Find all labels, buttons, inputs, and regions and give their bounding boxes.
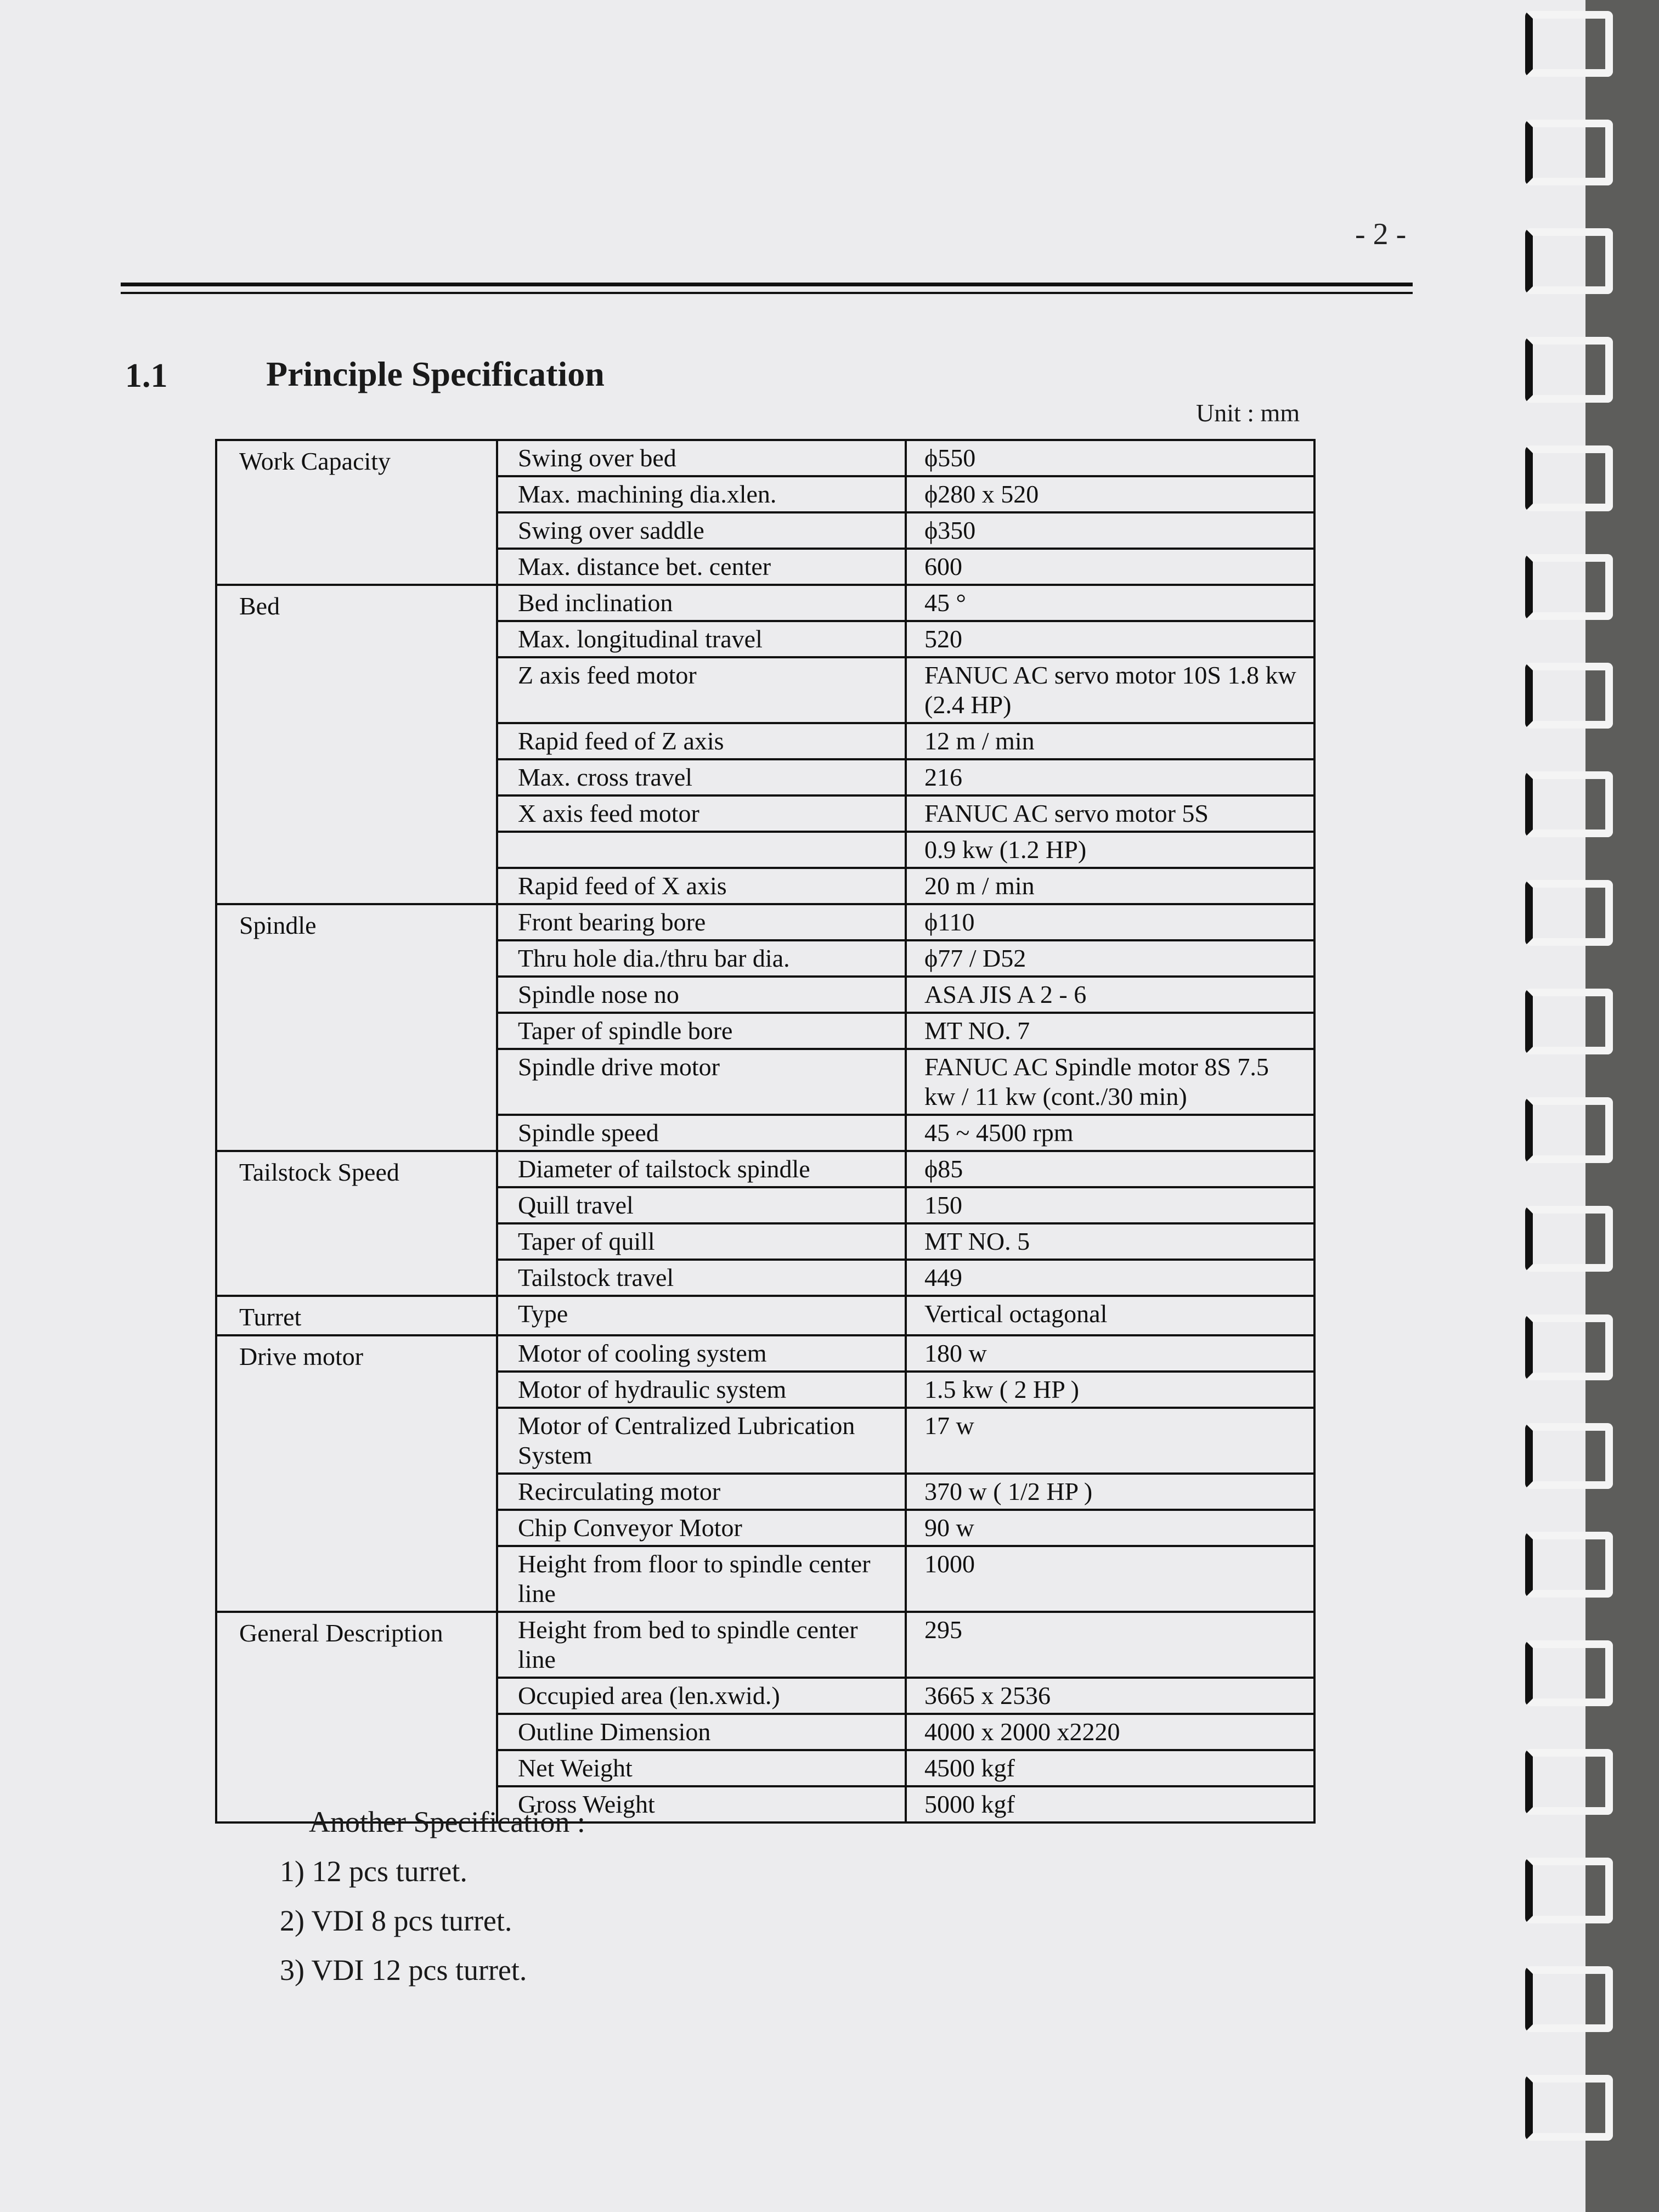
param-cell: Max. machining dia.xlen. xyxy=(497,476,906,512)
binding-ring xyxy=(1525,337,1613,403)
param-cell: Motor of cooling system xyxy=(497,1335,906,1372)
binding-ring xyxy=(1525,445,1613,511)
param-cell: Spindle nose no xyxy=(497,977,906,1013)
value-cell: 180 w xyxy=(906,1335,1314,1372)
param-cell: Occupied area (len.xwid.) xyxy=(497,1678,906,1714)
binding-ring xyxy=(1525,11,1613,77)
param-cell: Taper of spindle bore xyxy=(497,1013,906,1049)
binding-ring xyxy=(1525,1858,1613,1923)
param-cell: Motor of hydraulic system xyxy=(497,1372,906,1408)
value-cell: 1.5 kw ( 2 HP ) xyxy=(906,1372,1314,1408)
param-cell: Max. distance bet. center xyxy=(497,549,906,585)
section-title: Principle Specification xyxy=(266,354,605,393)
param-cell: Height from bed to spindle center line xyxy=(497,1612,906,1678)
param-cell: Bed inclination xyxy=(497,585,906,621)
param-cell: Quill travel xyxy=(497,1187,906,1223)
param-cell: X axis feed motor xyxy=(497,795,906,832)
param-cell: Z axis feed motor xyxy=(497,657,906,723)
group-label: Tailstock Speed xyxy=(216,1151,497,1296)
value-cell: ϕ550 xyxy=(906,440,1314,476)
table-row xyxy=(216,904,1314,940)
value-cell: 150 xyxy=(906,1187,1314,1223)
param-cell: Taper of quill xyxy=(497,1223,906,1260)
table-row xyxy=(216,1335,1314,1372)
param-cell: Max. cross travel xyxy=(497,759,906,795)
binding-ring xyxy=(1525,554,1613,620)
value-cell: FANUC AC servo motor 5S xyxy=(906,795,1314,832)
param-cell: Gross Weight xyxy=(497,1786,906,1822)
value-cell: FANUC AC Spindle motor 8S 7.5 kw / 11 kw (cont./30 min) xyxy=(906,1049,1314,1115)
list-item: 3) VDI 12 pcs turret. xyxy=(280,1954,527,1987)
value-cell: 520 xyxy=(906,621,1314,657)
value-cell: 449 xyxy=(906,1260,1314,1296)
param-cell: Chip Conveyor Motor xyxy=(497,1510,906,1546)
value-cell: 600 xyxy=(906,549,1314,585)
param-cell: Type xyxy=(497,1296,906,1335)
group-label: Turret xyxy=(216,1296,497,1335)
value-cell: 0.9 kw (1.2 HP) xyxy=(906,832,1314,868)
param-cell: Net Weight xyxy=(497,1750,906,1786)
page-number: - 2 - xyxy=(1355,217,1407,251)
binding-ring xyxy=(1525,120,1613,185)
value-cell: 45 ~ 4500 rpm xyxy=(906,1115,1314,1151)
value-cell: 20 m / min xyxy=(906,868,1314,904)
value-cell: 370 w ( 1/2 HP ) xyxy=(906,1474,1314,1510)
value-cell: ϕ110 xyxy=(906,904,1314,940)
param-cell: Swing over saddle xyxy=(497,512,906,549)
section-number: 1.1 xyxy=(125,357,168,394)
table-row xyxy=(216,585,1314,621)
binding-ring xyxy=(1525,1206,1613,1272)
value-cell: 4000 x 2000 x2220 xyxy=(906,1714,1314,1750)
param-cell: Rapid feed of Z axis xyxy=(497,723,906,759)
binding-ring xyxy=(1525,880,1613,946)
value-cell: FANUC AC servo motor 10S 1.8 kw (2.4 HP) xyxy=(906,657,1314,723)
another-spec-list xyxy=(280,1854,527,2002)
binding-ring xyxy=(1525,1097,1613,1163)
value-cell: 216 xyxy=(906,759,1314,795)
value-cell: 17 w xyxy=(906,1408,1314,1474)
unit-label: Unit : mm xyxy=(1196,399,1300,427)
value-cell: ϕ85 xyxy=(906,1151,1314,1187)
binding-ring xyxy=(1525,1749,1613,1815)
another-spec-title: Another Specification : xyxy=(309,1805,585,1838)
param-cell: Max. longitudinal travel xyxy=(497,621,906,657)
value-cell: MT NO. 7 xyxy=(906,1013,1314,1049)
param-cell: Recirculating motor xyxy=(497,1474,906,1510)
spiral-binding xyxy=(1514,0,1659,2212)
group-label: General Description xyxy=(216,1612,497,1822)
table-row xyxy=(216,440,1314,476)
value-cell: ϕ77 / D52 xyxy=(906,940,1314,977)
group-label: Drive motor xyxy=(216,1335,497,1612)
table-row xyxy=(216,1612,1314,1678)
binding-ring xyxy=(1525,1640,1613,1706)
binding-ring xyxy=(1525,1314,1613,1380)
param-cell: Diameter of tailstock spindle xyxy=(497,1151,906,1187)
group-label: Spindle xyxy=(216,904,497,1151)
value-cell: ϕ280 x 520 xyxy=(906,476,1314,512)
value-cell: ASA JIS A 2 - 6 xyxy=(906,977,1314,1013)
group-label: Work Capacity xyxy=(216,440,497,585)
value-cell: 3665 x 2536 xyxy=(906,1678,1314,1714)
param-cell xyxy=(497,832,906,868)
header-rule-thin xyxy=(121,292,1413,294)
spec-table-body xyxy=(216,440,1314,1822)
value-cell: 1000 xyxy=(906,1546,1314,1612)
spec-table xyxy=(215,439,1316,1824)
param-cell: Motor of Centralized Lubrication System xyxy=(497,1408,906,1474)
group-label: Bed xyxy=(216,585,497,904)
value-cell: Vertical octagonal xyxy=(906,1296,1314,1335)
binding-ring xyxy=(1525,2075,1613,2141)
param-cell: Tailstock travel xyxy=(497,1260,906,1296)
param-cell: Spindle drive motor xyxy=(497,1049,906,1115)
param-cell: Thru hole dia./thru bar dia. xyxy=(497,940,906,977)
binding-ring xyxy=(1525,1423,1613,1489)
param-cell: Outline Dimension xyxy=(497,1714,906,1750)
binding-ring xyxy=(1525,1966,1613,2032)
value-cell: 4500 kgf xyxy=(906,1750,1314,1786)
table-row xyxy=(216,1151,1314,1187)
binding-ring xyxy=(1525,771,1613,837)
param-cell: Swing over bed xyxy=(497,440,906,476)
value-cell: ϕ350 xyxy=(906,512,1314,549)
param-cell: Rapid feed of X axis xyxy=(497,868,906,904)
binding-ring xyxy=(1525,989,1613,1054)
param-cell: Front bearing bore xyxy=(497,904,906,940)
table-row xyxy=(216,1296,1314,1335)
list-item: 2) VDI 8 pcs turret. xyxy=(280,1904,512,1937)
binding-ring xyxy=(1525,663,1613,729)
binding-ring xyxy=(1525,1532,1613,1598)
list-item: 1) 12 pcs turret. xyxy=(280,1855,467,1888)
value-cell: 45 ° xyxy=(906,585,1314,621)
header-rule xyxy=(121,283,1413,286)
value-cell: 90 w xyxy=(906,1510,1314,1546)
value-cell: MT NO. 5 xyxy=(906,1223,1314,1260)
param-cell: Height from floor to spindle center line xyxy=(497,1546,906,1612)
binding-ring xyxy=(1525,228,1613,294)
value-cell: 295 xyxy=(906,1612,1314,1678)
value-cell: 5000 kgf xyxy=(906,1786,1314,1822)
param-cell: Spindle speed xyxy=(497,1115,906,1151)
value-cell: 12 m / min xyxy=(906,723,1314,759)
